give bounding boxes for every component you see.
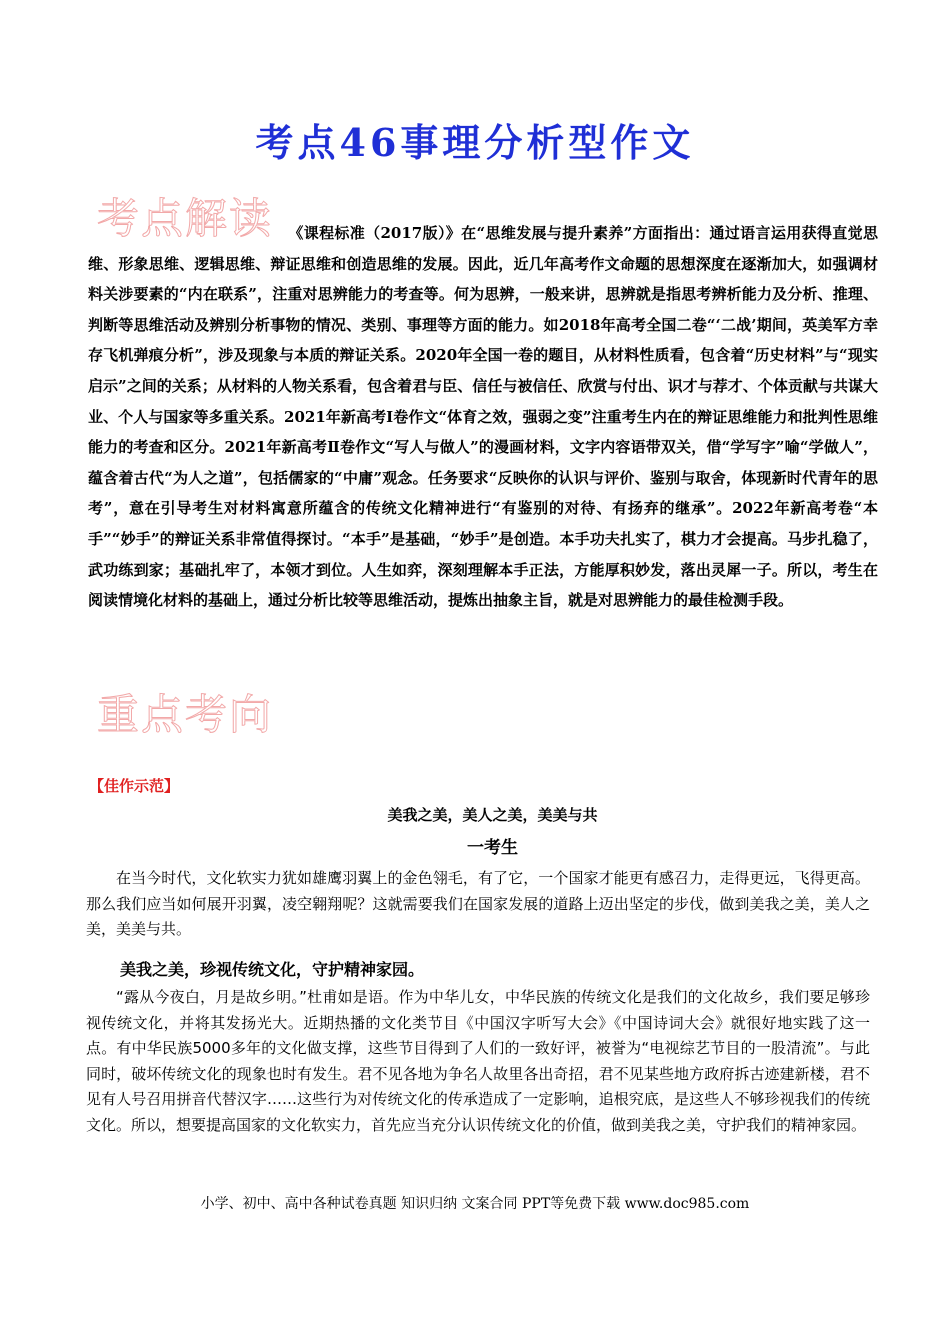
intro-paragraph (88, 218, 878, 616)
intro-text: 《课程标准（2017版）》在“思维发展与提升素养”方面指出：通过语言运用获得直觉思维、形象思维、逻辑思维、辩证思维和创造思维的发展。因此，近几年高考作文命题的思想深度在逐渐加大，如强调材料关涉要素的“内在联系”，注重对思辨能力的考查等。何为思辨，一般来讲，思辨就是指思考辨析能力及分析、推理、判断等思维活动及辨别分析事物的情况、类别、事理等方面的能力。如2018年高考全国二卷“‘二战’期间，英美军方幸存飞机弹痕分析”，涉及现象与本质的辩证关系。2020年全国一卷的题目，从材料性质看，包含着“历史材料”与“现实启示”之间的关系；从材料的人物关系看，包含着君与臣、信任与被信任、欣赏与付出、识才与荐才、个体贡献与共谋大业、个人与国家等多重关系。2021年新高考I卷作文“体育之效，强弱之变”注重考生内在的辩证思维能力和批判性思维能力的考查和区分。2021年新高考Ⅱ卷作文“写人与做人”的漫画材料，文字内容语带双关，借“学写字”喻“学做人”，蕴含着古代“为人之道”，包括儒家的“中庸”观念。任务要求“反映你的认识与评价、鉴别与取舍，体现新时代青年的思考”，意在引导考生对材料寓意所蕴含的传统文化精神进行“有鉴别的对待、有扬弃的继承”。2022年新高考卷“本手”“妙手”的辩证关系非常值得探讨。“本手”是基础，“妙手”是创造。本手功夫扎实了，棋力才会提高。马步扎稳了，武功练到家；基础扎牢了，本领才到位。人生如弈，深刻理解本手正法，方能厚积妙发，落出灵犀一子。所以，考生在阅读情境化材料的基础上，通过分析比较等思维活动，提炼出抽象主旨，就是对思辨能力的最佳检测手段。 (88, 224, 878, 610)
essay-paragraph-2: “露从今夜白，月是故乡明。”杜甫如是语。作为中华儿女，中华民族的传统文化是我们的文化故乡，我们要足够珍视传统文化，并将其发扬光大。近期热播的文化类节目《中国汉字听写大会》《中国诗词大会》就很好地实践了这一点。有中华民族5000多年的文化做支撑，这些节目得到了人们的一致好评，被誉为“电视综艺节目的一股清流”。与此同时，破坏传统文化的现象也时有发生。君不见各地为争名人故里各出奇招，君不见某些地方政府拆古迹建新楼，君不见有人号召用拼音代替汉字……这些行为对传统文化的传承造成了一定影响，追根究底，是这些人不够珍视我们的传统文化。所以，想要提高国家的文化软实力，首先应当充分认识传统文化的价值，做到美我之美，守护我们的精神家园。 (86, 988, 870, 1134)
essay-author: 一考生 (467, 838, 518, 858)
example-tag: 【佳作示范】 (89, 777, 180, 795)
section-label-interpretation: 考点解读 (97, 194, 274, 243)
page-footer: 小学、初中、高中各种试卷真题 知识归纳 文案合同 PPT等免费下载 www.doc985.com (200, 1196, 750, 1212)
page-title: 考点46事理分析型作文 (255, 120, 695, 165)
essay-subheading: 美我之美，珍视传统文化，守护精神家园。 (120, 960, 425, 979)
essay-paragraph-1: 在当今时代，文化软实力犹如雄鹰羽翼上的金色翎毛，有了它，一个国家才能更有感召力，走得更远，飞得更高。那么我们应当如何展开羽翼，凌空翱翔呢？这就需要我们在国家发展的道路上迈出坚定的步伐，做到美我之美，美人之美，美美与共。 (86, 869, 870, 938)
section-label-key-directions: 重点考向 (97, 690, 274, 739)
essay-title: 美我之美，美人之美，美美与共 (387, 806, 598, 824)
